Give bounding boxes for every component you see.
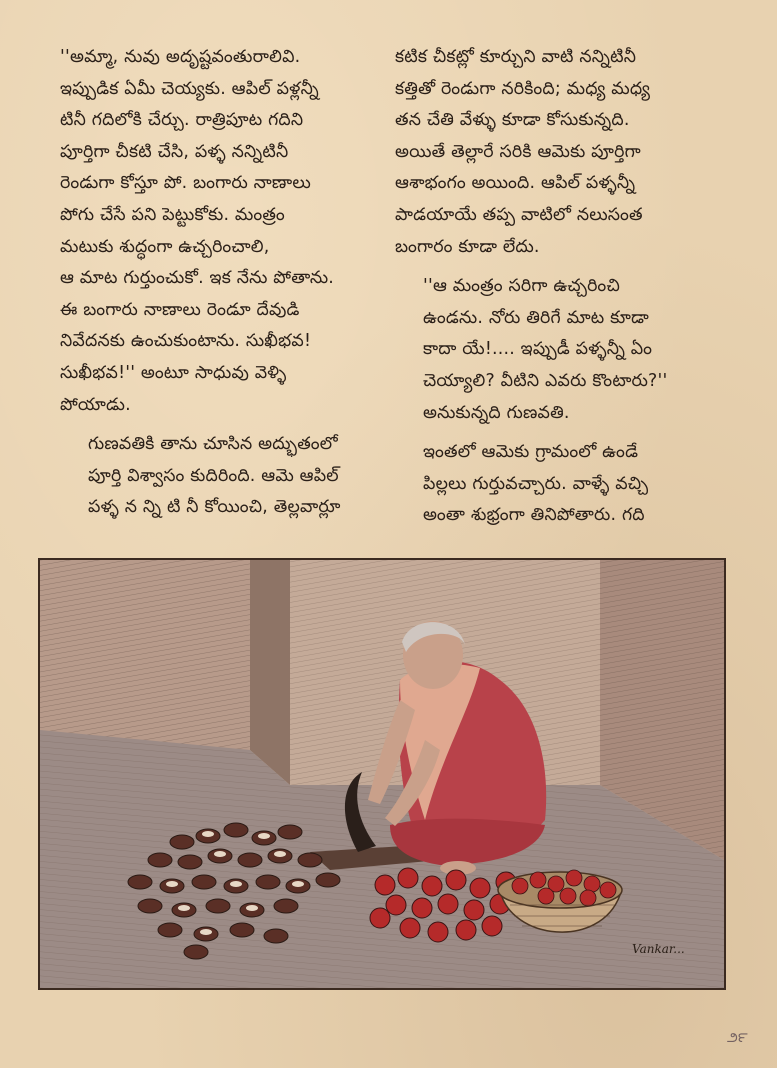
text-line: అనుకున్నది గుణవతి.: [423, 402, 570, 423]
text-line: టినీ గదిలోకి చేర్చు. రాత్రిపూట గదిని: [60, 110, 304, 131]
text-line: మటుకు శుద్ధంగా ఉచ్చరించాలి,: [60, 236, 270, 257]
text-line: కత్తితో రెండుగా నరికింది; మధ్య మధ్య: [395, 78, 651, 99]
text-line: కటిక చీకట్లో కూర్చుని వాటి నన్నిటినీ: [395, 47, 637, 67]
text-line: పాడయాయే తప్ప వాటిలో నలుసంత: [395, 204, 643, 225]
right-text-column: [395, 42, 725, 540]
text-line: గుణవతికి తాను చూసిన అద్భుతంలో: [88, 434, 338, 455]
text-line: పూర్తి విశ్వాసం కుదిరింది. ఆమె ఆపిల్: [88, 465, 339, 486]
text-line: తన చేతి వేళ్ళు కూడా కోసుకున్నది.: [395, 110, 630, 131]
left-text-column: [60, 42, 372, 532]
text-line: రెండుగా కోస్తూ పో. బంగారు నాణాలు: [60, 173, 311, 194]
artist-signature: Vankar...: [632, 942, 685, 956]
text-line: అయితే తెల్లారే సరికి ఆమెకు పూర్తిగా: [395, 141, 641, 162]
text-line: పళ్ళ న న్ని టి నీ కోయించి, తెల్లవార్లూ: [88, 497, 341, 518]
left-paragraph: [60, 429, 372, 524]
text-line: ఆ మాట గుర్తుంచుకో. ఇక నేను పోతాను.: [60, 268, 335, 289]
text-line: అంతా శుభ్రంగా తినిపోతారు. గది: [423, 505, 645, 526]
text-line: ''అమ్మా, నువు అదృష్టవంతురాలివి.: [60, 47, 301, 67]
text-line: ఇంతలో ఆమెకు గ్రామంలో ఉండే: [423, 442, 639, 463]
text-line: ఇప్పుడిక ఏమీ చెయ్యకు. ఆపిల్ పళ్లన్నీ: [60, 78, 319, 99]
right-paragraph: [395, 437, 725, 532]
illustration-woman-cutting-apples: [38, 558, 726, 990]
text-line: ''ఆ మంత్రం సరిగా ఉచ్చరించి: [423, 276, 620, 297]
right-paragraph: [395, 42, 725, 263]
text-line: ఈ బంగారు నాణాలు రెండూ దేవుడి: [60, 299, 300, 320]
text-line: ఆశాభంగం అయింది. ఆపిల్ పళ్ళన్నీ: [395, 173, 636, 194]
right-paragraph: [395, 271, 725, 429]
page-number: ౨౯: [727, 1030, 748, 1046]
illustration-drawing: [40, 560, 724, 988]
text-line: కాదా యే!.... ఇప్పుడీ పళ్ళన్నీ ఏం: [423, 339, 653, 360]
text-line: బంగారం కూడా లేదు.: [395, 236, 540, 257]
text-line: ఉండను. నోరు తిరిగే మాట కూడా: [423, 307, 649, 328]
text-line: పోగు చేసే పని పెట్టుకోకు. మంత్రం: [60, 204, 285, 225]
text-line: సుఖీభవ!'' అంటూ సాధువు వెళ్ళి: [60, 362, 287, 383]
text-line: చెయ్యాలి? వీటిని ఎవరు కొంటారు?'': [423, 370, 668, 391]
text-line: పిల్లలు గుర్తువచ్చారు. వాళ్ళే వచ్చి: [423, 473, 649, 494]
text-line: పూర్తిగా చీకటి చేసి, పళ్ళ నన్నిటినీ: [60, 141, 289, 162]
text-line: నివేదనకు ఉంచుకుంటాను. సుఖీభవ!: [60, 331, 312, 352]
text-line: పోయాడు.: [60, 394, 131, 415]
left-paragraph: [60, 42, 372, 421]
